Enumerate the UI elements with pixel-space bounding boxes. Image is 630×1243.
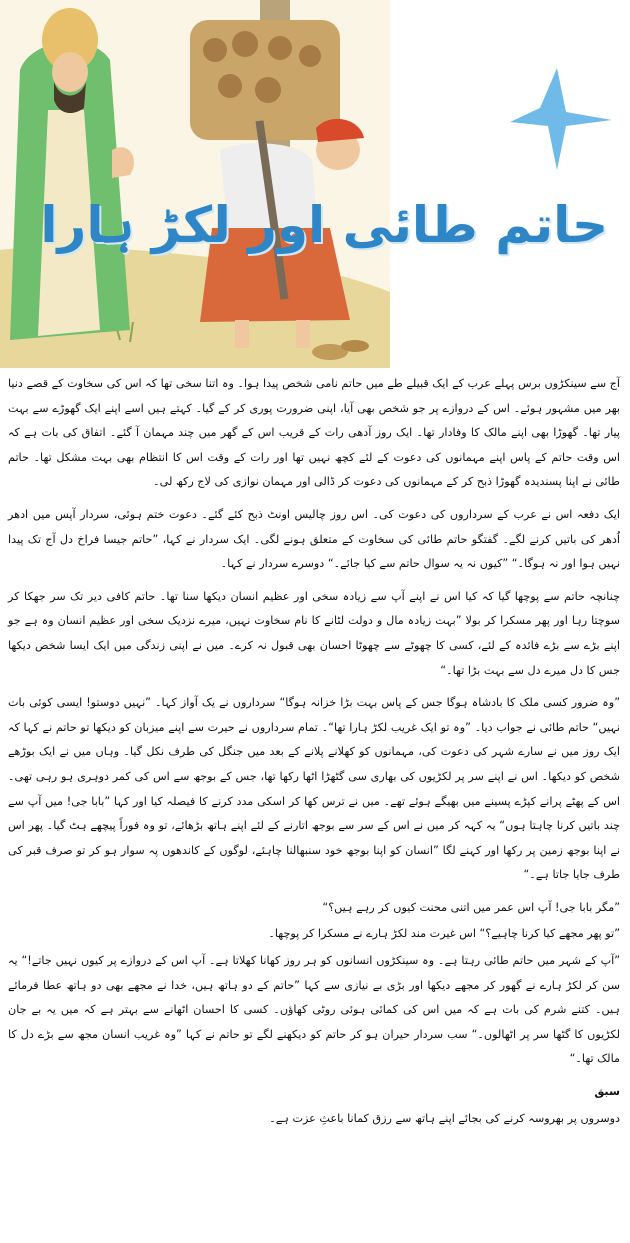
- story-title: حاتم طائی اور لکڑ ہارا: [40, 196, 608, 254]
- hatim-face: [52, 52, 88, 92]
- star-icon: [510, 68, 612, 170]
- paragraph: آج سے سینکڑوں برس پہلے عرب کے ایک قبیلے طے میں حاتم نامی شخص پیدا ہوا۔ وہ اتنا سخی تھا کہ اس کی سخاوت کے قصے دنیا بھر میں مشہور ہوئے۔ اس کے دروازے پر جو شخص بھی آیا، اپنی ضرورت پوری کر کے گیا۔ کہتے ہیں اسے اپنے ایک گھوڑے سے بہت پیار تھا۔ گھوڑا بھی اپنے مالک کا وفادار تھا۔ ایک روز آدھی رات کے قریب اس کے گھر میں چند مہمان آ گئے۔ اتفاق کی بات ہے کہ اس وقت حاتم کے پاس اپنے مہمانوں کی دعوت کے لئے کچھ نہیں تھا اور رات کے وقت اس کا انتظام بھی بہت مشکل تھا۔ حاتم طائی نے اپنا پسندیدہ گھوڑا ذبح کر کے مہمانوں کی دعوت کر ڈالی اور مہمان نوازی کی لاج رکھ لی۔: [8, 377, 620, 489]
- paragraph: ”وہ ضرور کسی ملک کا بادشاہ ہوگا جس کے پاس بہت بڑا خزانہ ہوگا“ سرداروں نے یک آواز کہا۔ ”نہیں دوستو! ایسی کوئی بات نہیں“ حاتم طائی نے جواب دیا۔ ”وہ تو ایک غریب لکڑ ہارا تھا“۔ تمام سرداروں نے حیرت سے اپنے میزبان کو دیکھا تو حاتم نے کہا کہ ایک روز میں نے سارے شہر کی دعوت کی، مہمانوں کو کھلانے پلانے کے بعد میں جنگل کی طرف نکل گیا۔ وہاں میں نے ایک بوڑھے شخص کو دیکھا۔ اس نے اپنے سر پر لکڑیوں کی بھاری سی گٹھڑا اٹھا رکھا تھا، جس کے بوجھ سے اس کی کمر دوہری ہو رہی تھی۔ اس کے پھٹے پرانے کپڑے پسینے میں بھیگے ہوئے تھے۔ میں نے ترس کھا کر اسکی مدد کرنے کا فیصلہ کیا اور کہا ”بابا جی! میں آپ سے چند باتیں کرنا چاہتا ہوں“ یہ کہہ کر میں نے اس کے سر سے بوجھ اتارنے کے لئے اپنے ہاتھ بڑھائے، تو وہ فوراً پیچھے ہٹ گیا۔ پھر اس نے اپنا بوجھ زمین پر رکھا اور کہنے لگا ”انسان کو اپنا بوجھ خود سنبھالنا چاہئے، لوگوں کے کاندھوں پہ سوار ہو کر تو صرف قبر کی طرف جایا جاتا ہے۔“: [8, 696, 620, 882]
- lesson-text: دوسروں پر بھروسہ کرنے کی بجائے اپنے ہاتھ سے رزق کمانا باعثِ عزت ہے۔: [269, 1111, 620, 1125]
- paragraph: ”مگر بابا جی! آپ اس عمر میں اتنی محنت کیوں کر رہے ہیں؟“: [322, 900, 620, 914]
- paragraph: چنانچہ حاتم سے پوچھا گیا کہ کیا اس نے اپنے آپ سے زیادہ سخی اور عظیم انسان دیکھا سنا تھا۔ حاتم کافی دیر تک سر جھکا کر سوچتا رہا اور پھر مسکرا کر بولا ”بہت زیادہ مال و دولت لٹانے کا نام سخاوت نہیں، میرے نزدیک سخی اور عظیم انسان وہ ہے جو اپنے بڑے سے بڑے فائدہ کے لئے، کسی کا چھوٹے سے چھوٹا احسان بھی قبول نہ کرے۔ میں نے اپنی زندگی میں ایک ایسا شخص دیکھا جس کا دل میرے دل سے بہت بڑا تھا۔“: [8, 589, 620, 677]
- illustration-scene: [0, 0, 630, 368]
- paragraph: ایک دفعہ اس نے عرب کے سرداروں کی دعوت کی۔ اس روز چالیس اونٹ ذبح کئے گئے۔ دعوت ختم ہوئی، سردار آپس میں ادھر اُدھر کی باتیں کرنے لگے۔ گفتگو حاتم طائی کی سخاوت کے متعلق ہونے لگی۔ ایک سردار نے کہا، ”حاتم جیسا فراخ دل آج تک پیدا نہیں ہوا اور نہ ہوگا۔“ ”کیوں نہ یہ سوال حاتم سے کیا جائے۔“ دوسرے سردار نے کہا۔: [8, 507, 620, 571]
- paragraph: ”تو پھر مجھے کیا کرنا چاہیے؟“ اس غیرت مند لکڑ ہارے نے مسکرا کر پوچھا۔: [268, 927, 620, 941]
- story-body: [8, 372, 620, 1139]
- log: [341, 340, 369, 352]
- paragraph: ”آپ کے شہر میں حاتم طائی رہتا ہے۔ وہ سینکڑوں انسانوں کو ہر روز کھانا کھلاتا ہے۔ آپ اس کے دروازے پر کیوں نہیں جاتے!“ یہ سن کر لکڑ ہارے نے گھور کر مجھے دیکھا اور بڑی بے نیازی سے کہا ”حاتم کے دو ہاتھ ہیں، خدا نے مجھے بھی دو ہاتھ عطا فرمائے ہیں۔ کتنے شرم کی بات ہے کہ میں اس کی کمائی ہوئی روٹی کھاؤں۔ کسی کا احسان اٹھانے سے بہتر ہے کہ میں یہ بے جان لکڑیوں کا گٹھا سر پر اٹھالوں۔“ سب سردار حیران ہو کر حاتم کو دیکھنے لگے تو حاتم نے کہا ”وہ غریب انسان مجھ سے بڑے دل کا مالک تھا۔“: [8, 954, 620, 1066]
- hero-illustration: [0, 0, 630, 368]
- lesson-heading: سبق: [594, 1085, 620, 1099]
